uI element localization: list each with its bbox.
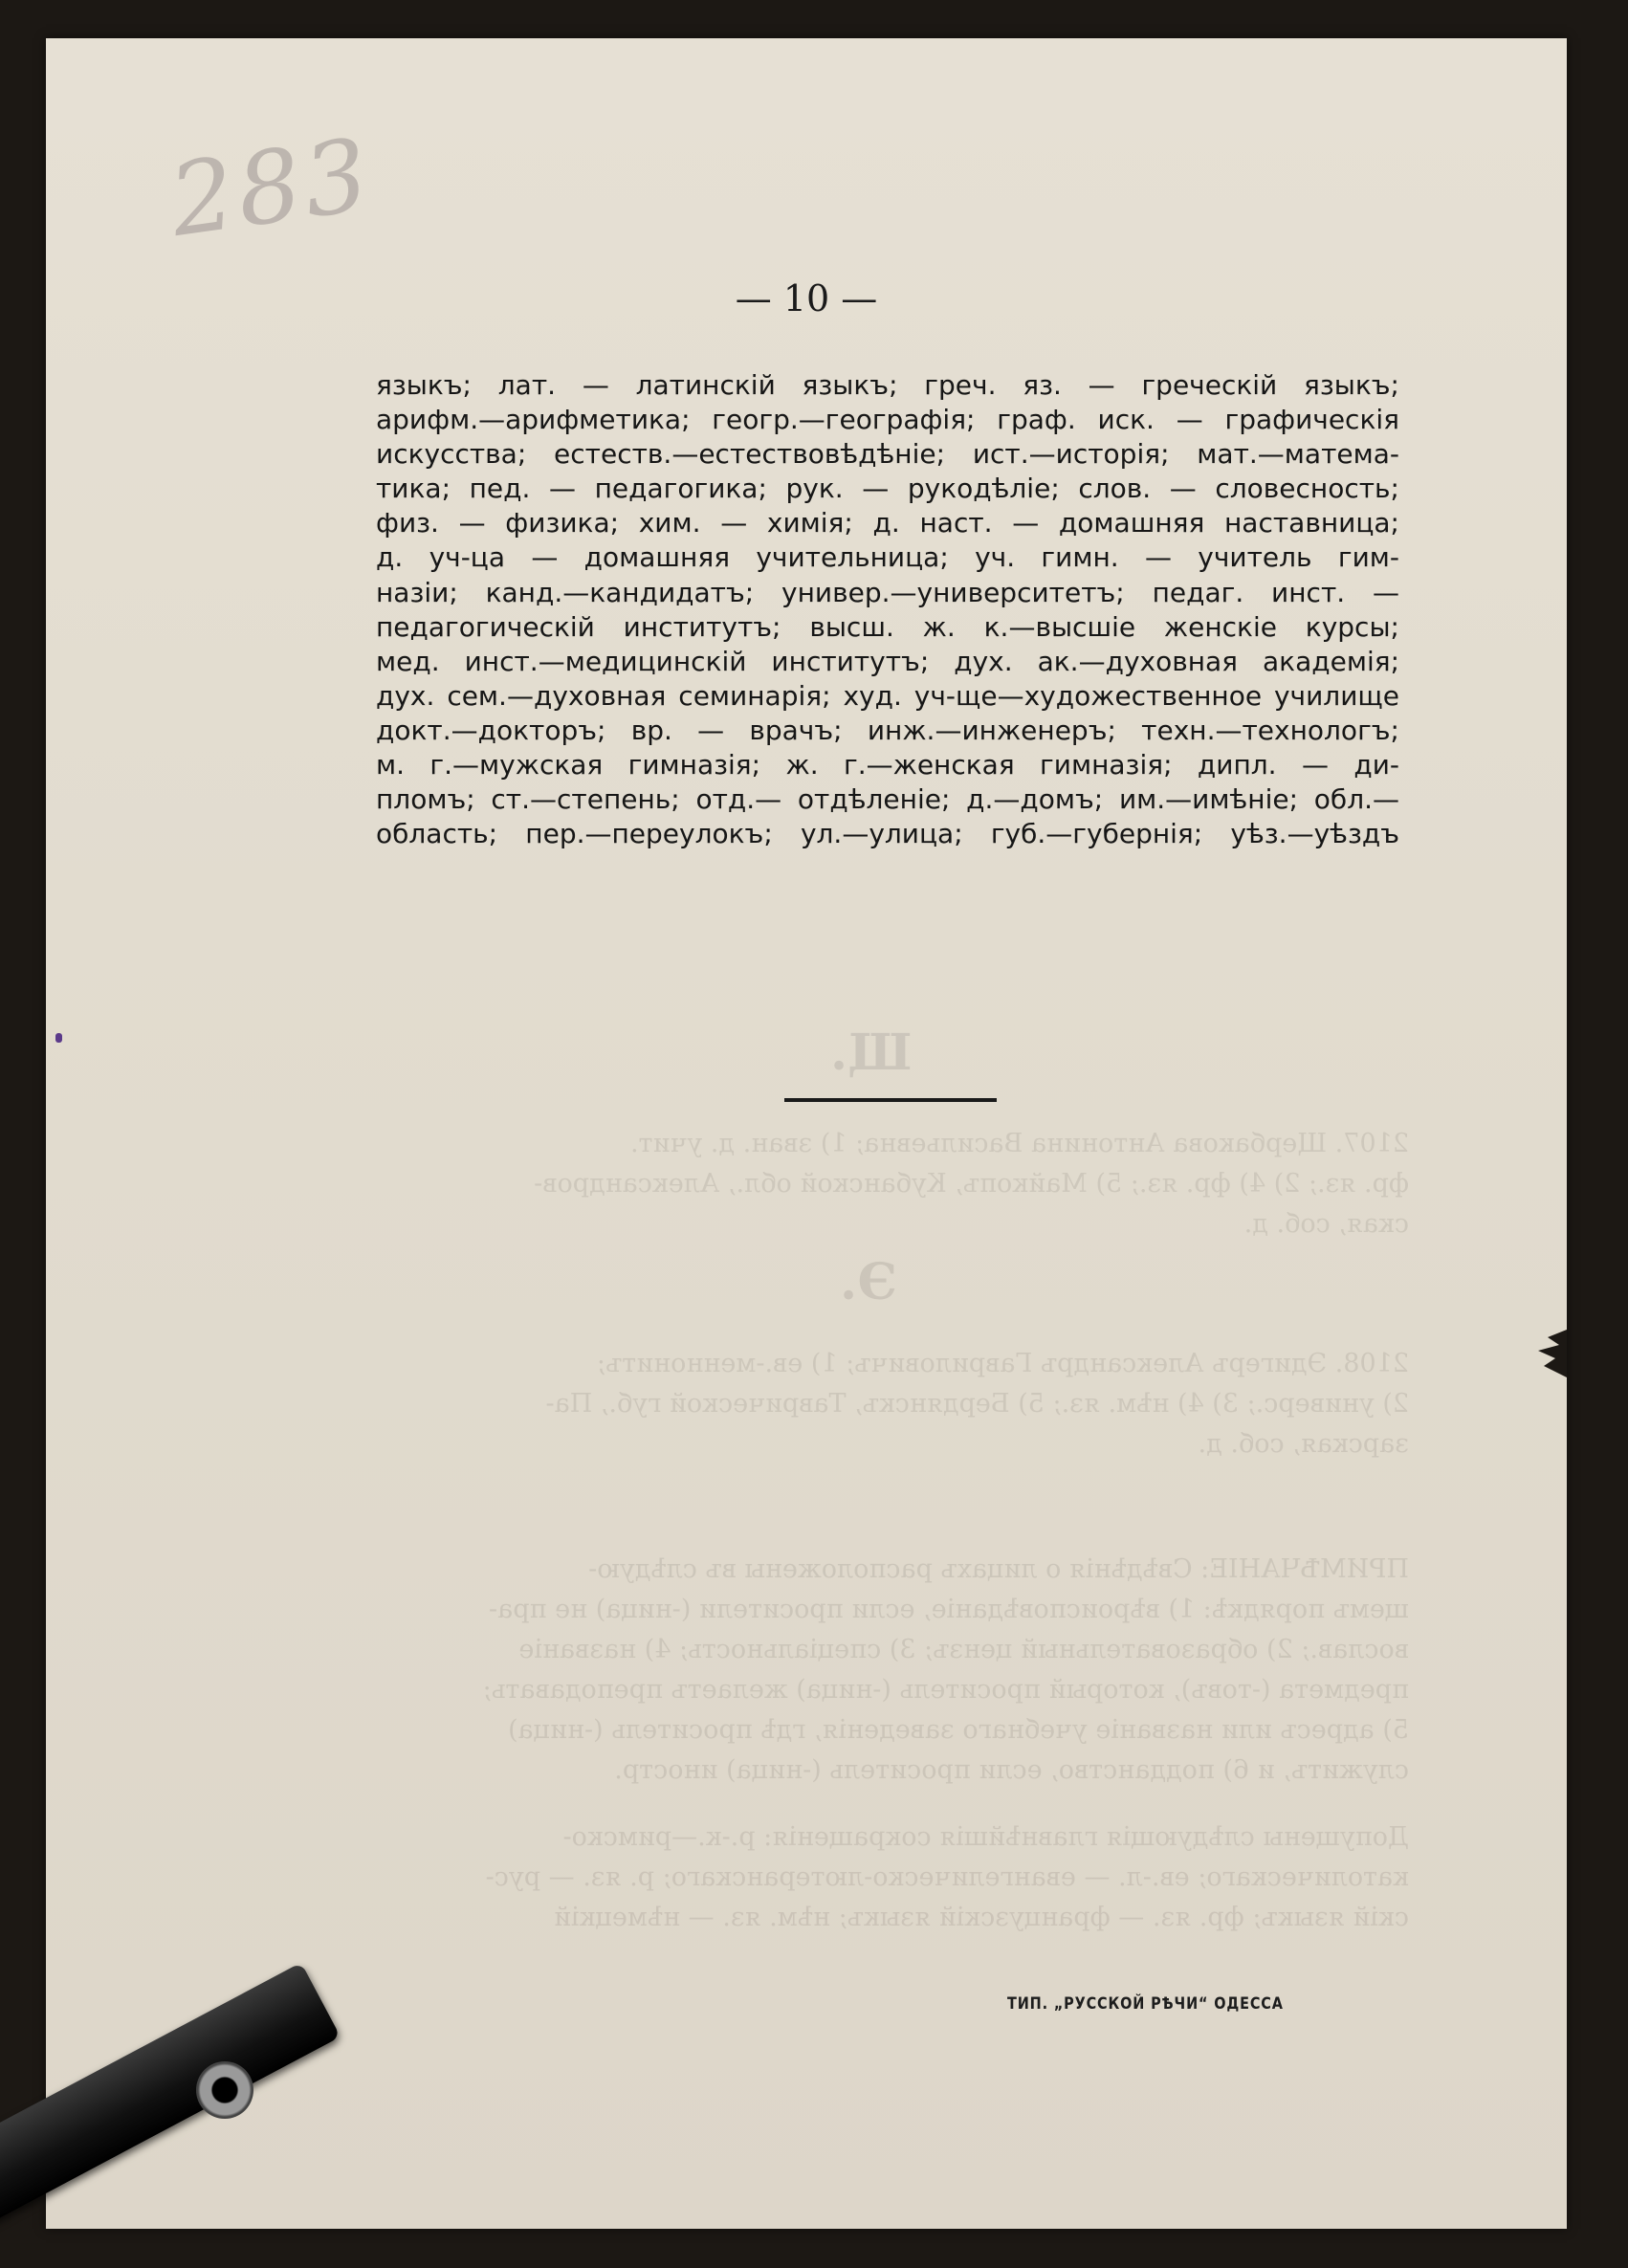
bleed-line: скій языкъ; фр. яз. — французскій языкъ; нѣм. яз. — нѣмецкій	[553, 1903, 1409, 1932]
bleed-block-4	[376, 1817, 1409, 1938]
bleed-block-2	[376, 1344, 1409, 1464]
abbreviation-line: тика; пед. — педагогика; рук. — рукодѣліе; слов. — словесность;	[376, 473, 1399, 505]
abbreviation-line: область; пер.—переулокъ; ул.—улица; губ.—губернія; уѣз.—уѣздъ	[376, 818, 1399, 850]
bleed-line: предмета (-товъ), который проситель (-ница) желаетъ преподавать;	[482, 1675, 1409, 1705]
abbreviation-line: арифм.—арифметика; геогр.—географія; граф. иск. — графическія	[376, 404, 1399, 436]
bleed-block-3	[376, 1550, 1409, 1791]
bleed-line: 2108. Эдигеръ Александръ Гавриловичъ; 1) ев.-меннонитъ;	[596, 1349, 1409, 1378]
printer-imprint: ТИП. „РУССКОЙ РѢЧИ“ ОДЕССА	[1007, 1994, 1284, 2014]
bleed-line: католическаго; ев.-л. — евангелическо-лютеранскаго; р. яз. — рус-	[485, 1862, 1409, 1892]
abbreviation-line: м. г.—мужская гимназія; ж. г.—женская гимназія; дипл. — ди-	[376, 749, 1399, 782]
document-page	[46, 38, 1567, 2229]
bleed-line: 2) универс.; 3) 4) нѣм. яз.; 5) Бердянскъ, Таврической губ., Па-	[545, 1389, 1409, 1419]
abbreviation-line: пломъ; ст.—степень; отд.— отдѣленіе; д.—домъ; им.—имѣніе; обл.—	[376, 783, 1399, 816]
bleed-line: зарская, соб. д.	[1198, 1429, 1409, 1459]
bleed-line: ПРИМѢЧАНІЕ: Свѣдѣнія о лицахъ расположены въ слѣдую-	[588, 1554, 1409, 1584]
page-number: — 10 —	[735, 277, 878, 319]
bleed-line: Допущены слѣдующія главнѣйшія сокращенія: р.-к.—римско-	[562, 1822, 1409, 1852]
bleed-block-1	[376, 1124, 1409, 1244]
ink-mark	[55, 1033, 62, 1043]
bleed-line: 5) адресъ или названіе учебнаго заведенія, гдѣ проситель (-ница)	[508, 1715, 1409, 1745]
bleed-line: ская, соб. д.	[1243, 1209, 1409, 1239]
abbreviation-line: назіи; канд.—кандидатъ; универ.—университетъ; педаг. инст. —	[376, 576, 1399, 608]
bleed-heading-shcha: Щ.	[830, 1024, 913, 1082]
abbreviation-line: дух. сем.—духовная семинарія; худ. уч-ще—художественное училище	[376, 679, 1399, 712]
abbreviation-line: докт.—докторъ; вр. — врачъ; инж.—инженеръ; техн.—технологъ;	[376, 714, 1399, 746]
bleed-line: фр. яз.; 2) 4) фр. яз.; 5) Майкопъ, Кубанской обл., Александров-	[534, 1169, 1409, 1199]
bleed-line: служитъ, и 6) подданство, если проситель (-ница) иностр.	[614, 1755, 1409, 1785]
abbreviation-line: физ. — физика; хим. — химія; д. наст. — домашняя наставница;	[376, 507, 1399, 539]
section-separator-rule	[784, 1098, 997, 1102]
abbreviation-line: педагогическій институтъ; высш. ж. к.—высшіе женскіе курсы;	[376, 610, 1399, 643]
bleed-line: вослав.; 2) образовательный цензъ; 3) спеціальность; 4) названіе	[518, 1635, 1409, 1664]
handwritten-archive-number: 283	[163, 115, 379, 260]
abbreviations-paragraph	[376, 368, 1399, 851]
abbreviation-line: искусства; естеств.—естествовѣдѣніе; ист.—исторія; мат.—матема-	[376, 438, 1399, 471]
abbreviation-line: языкъ; лат. — латинскій языкъ; греч. яз. — греческій языкъ;	[376, 369, 1399, 401]
abbreviation-line: д. уч-ца — домашняя учительница; уч. гимн. — учитель гим-	[376, 541, 1399, 574]
bleed-line: щемъ порядкѣ: 1) вѣроисповѣданіе, если просители (-ница) не пра-	[489, 1595, 1409, 1624]
torn-edge-icon	[1509, 1330, 1567, 1377]
bleed-line: 2107. Щербакова Антонина Васильевна; 1) зван. д. учит.	[630, 1129, 1409, 1158]
bleed-heading-e: Э.	[840, 1253, 897, 1311]
binder-eyelet-icon	[196, 2061, 253, 2119]
abbreviation-line: мед. инст.—медицинскій институтъ; дух. ак.—духовная академія;	[376, 645, 1399, 677]
